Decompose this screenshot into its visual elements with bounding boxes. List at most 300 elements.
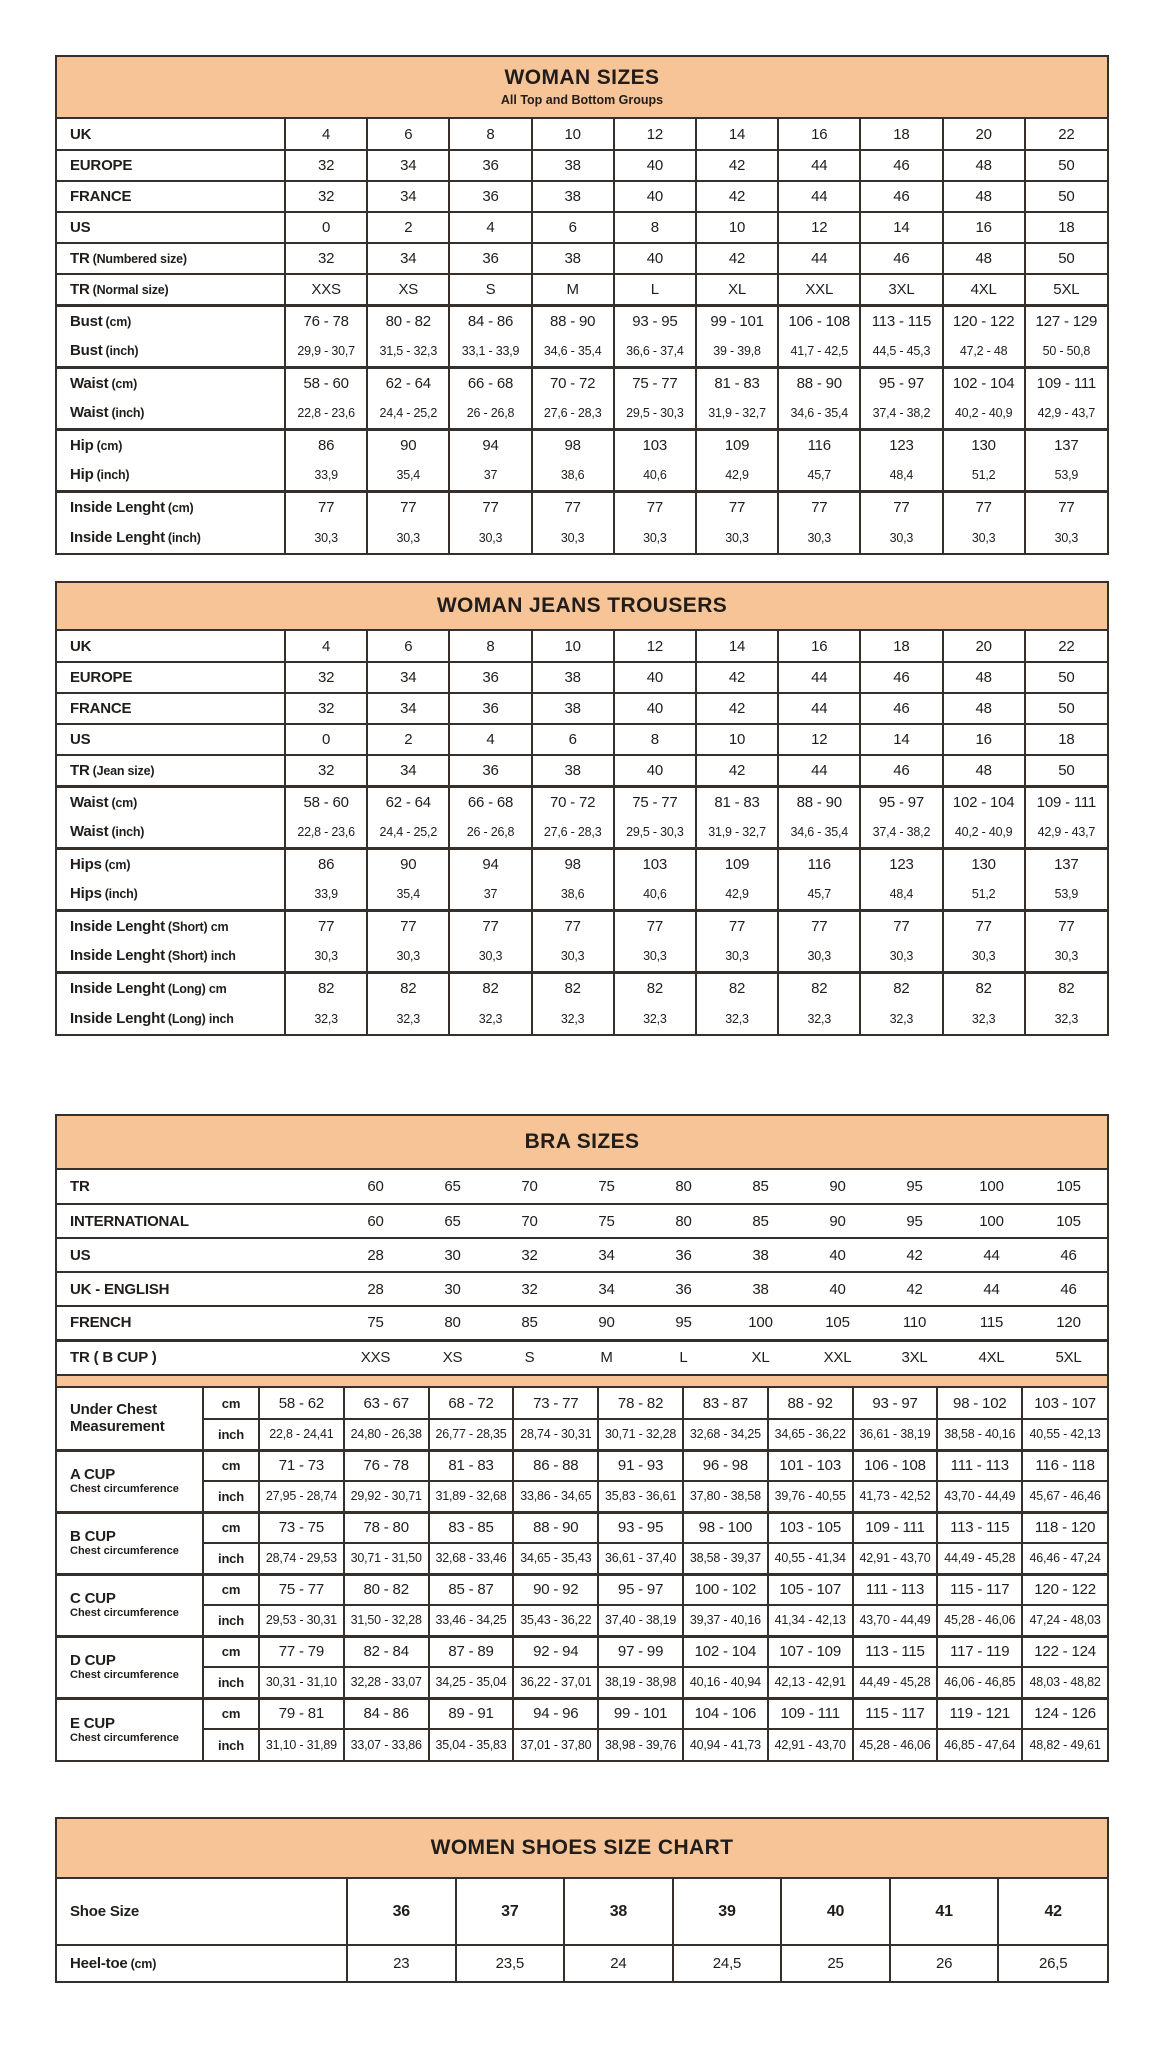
size-value: 83 - 87 bbox=[683, 1388, 768, 1419]
size-value: 127 - 129 bbox=[1025, 305, 1107, 336]
bra-cup-row bbox=[57, 1698, 1107, 1729]
size-value: 46 bbox=[860, 181, 942, 212]
row-label-text: EUROPE bbox=[70, 669, 133, 686]
size-value: 40 bbox=[799, 1238, 876, 1272]
size-value: 90 bbox=[799, 1204, 876, 1238]
row-label bbox=[57, 491, 285, 522]
size-value: 42 bbox=[696, 243, 778, 274]
unit-cell: cm bbox=[203, 1388, 259, 1419]
size-value: 30,3 bbox=[532, 941, 614, 972]
size-value: 34,65 - 36,22 bbox=[768, 1419, 853, 1450]
row-label-note: Chest circumference bbox=[70, 1669, 179, 1682]
size-value: 27,6 - 28,3 bbox=[532, 817, 614, 848]
size-value: 31,9 - 32,7 bbox=[696, 817, 778, 848]
size-value: 48,4 bbox=[860, 879, 942, 910]
row-label-text: Hip bbox=[70, 436, 94, 454]
row-label bbox=[57, 460, 285, 491]
size-value: 81 - 83 bbox=[429, 1450, 514, 1481]
size-value: M bbox=[532, 274, 614, 305]
size-value: 40,55 - 42,13 bbox=[1022, 1419, 1107, 1450]
size-value: 32,3 bbox=[860, 1003, 942, 1034]
jeans-row bbox=[57, 879, 1107, 910]
size-value: 6 bbox=[532, 212, 614, 243]
size-value: 26 - 26,8 bbox=[449, 398, 531, 429]
size-value: 26 bbox=[890, 1945, 999, 1981]
size-value: 100 - 102 bbox=[683, 1574, 768, 1605]
size-value: 30,3 bbox=[778, 941, 860, 972]
size-value: 77 bbox=[778, 491, 860, 522]
size-value: 77 bbox=[860, 910, 942, 941]
size-value: 113 - 115 bbox=[853, 1636, 938, 1667]
size-value: 118 - 120 bbox=[1022, 1512, 1107, 1543]
size-value: 95 bbox=[645, 1306, 722, 1340]
size-value: 62 - 64 bbox=[367, 367, 449, 398]
row-label-text: FRANCE bbox=[70, 188, 132, 205]
size-value: 103 - 107 bbox=[1022, 1388, 1107, 1419]
bra-table-divider bbox=[57, 1374, 1107, 1388]
unit-cell: inch bbox=[203, 1667, 259, 1698]
size-value: 90 bbox=[568, 1306, 645, 1340]
size-value: 115 - 117 bbox=[853, 1698, 938, 1729]
row-label-text: TR bbox=[70, 761, 90, 779]
size-value: 14 bbox=[696, 119, 778, 150]
size-value: L bbox=[645, 1340, 722, 1374]
size-value: 18 bbox=[1025, 212, 1107, 243]
size-value: 10 bbox=[532, 631, 614, 662]
size-value: 32,28 - 33,07 bbox=[344, 1667, 429, 1698]
size-value: 120 - 122 bbox=[943, 305, 1025, 336]
shoes-row bbox=[57, 1879, 1107, 1945]
row-label-text: Waist bbox=[70, 374, 109, 392]
jeans-header bbox=[57, 583, 1107, 631]
size-value: 71 - 73 bbox=[259, 1450, 344, 1481]
size-value: 34,6 - 35,4 bbox=[778, 398, 860, 429]
size-value: 4 bbox=[449, 212, 531, 243]
size-value: 26 - 26,8 bbox=[449, 817, 531, 848]
size-value: 18 bbox=[1025, 724, 1107, 755]
size-value: 37,01 - 37,80 bbox=[513, 1729, 598, 1760]
size-value: 50 bbox=[1025, 150, 1107, 181]
row-label-text: D CUP bbox=[70, 1652, 116, 1670]
row-label-note: (cm) bbox=[167, 500, 194, 515]
size-value: 6 bbox=[532, 724, 614, 755]
size-value: 41 bbox=[890, 1879, 999, 1945]
size-value: 113 - 115 bbox=[937, 1512, 1022, 1543]
row-label bbox=[57, 212, 285, 243]
unit-cell: cm bbox=[203, 1574, 259, 1605]
size-value: 77 bbox=[367, 910, 449, 941]
bra-conversion-table bbox=[57, 1170, 1107, 1374]
row-label-text: Inside Lenght bbox=[70, 947, 165, 965]
size-value: 18 bbox=[860, 119, 942, 150]
size-value: 46 bbox=[860, 693, 942, 724]
size-value: 38 bbox=[532, 755, 614, 786]
row-label-text: Hips bbox=[70, 855, 102, 873]
size-value: 24 bbox=[564, 1945, 673, 1981]
size-value: 34 bbox=[568, 1238, 645, 1272]
row-label bbox=[57, 972, 285, 1003]
size-value: 42,9 bbox=[696, 879, 778, 910]
size-value: 107 - 109 bbox=[768, 1636, 853, 1667]
woman-sizes-row bbox=[57, 274, 1107, 305]
size-value: M bbox=[568, 1340, 645, 1374]
bra-cup-body bbox=[57, 1388, 1107, 1760]
size-value: 88 - 90 bbox=[513, 1512, 598, 1543]
size-value: 94 bbox=[449, 429, 531, 460]
bra-cup-row bbox=[57, 1636, 1107, 1667]
row-label bbox=[57, 1170, 337, 1204]
size-value: 95 - 97 bbox=[860, 786, 942, 817]
size-value: 80 bbox=[645, 1204, 722, 1238]
row-label bbox=[57, 119, 285, 150]
size-value: 36,22 - 37,01 bbox=[513, 1667, 598, 1698]
size-value: 2 bbox=[367, 212, 449, 243]
size-value: 26,77 - 28,35 bbox=[429, 1419, 514, 1450]
row-label-note: (Short) inch bbox=[167, 949, 236, 964]
size-value: 42,9 - 43,7 bbox=[1025, 398, 1107, 429]
shoes-row bbox=[57, 1945, 1107, 1981]
size-value: 119 - 121 bbox=[937, 1698, 1022, 1729]
size-value: 32,3 bbox=[778, 1003, 860, 1034]
size-value: 40 bbox=[614, 755, 696, 786]
size-value: 32 bbox=[285, 755, 367, 786]
size-value: 88 - 92 bbox=[768, 1388, 853, 1419]
size-value: 70 - 72 bbox=[532, 786, 614, 817]
size-value: 33,07 - 33,86 bbox=[344, 1729, 429, 1760]
bra-cup-row bbox=[57, 1512, 1107, 1543]
row-label bbox=[57, 1003, 285, 1034]
size-value: 4 bbox=[449, 724, 531, 755]
size-value: 8 bbox=[449, 119, 531, 150]
size-value: 65 bbox=[414, 1204, 491, 1238]
row-label-text: TR bbox=[70, 1178, 90, 1195]
size-value: 42,91 - 43,70 bbox=[853, 1543, 938, 1574]
size-value: 109 - 111 bbox=[768, 1698, 853, 1729]
bra-cup-row bbox=[57, 1481, 1107, 1512]
size-value: 30,3 bbox=[860, 941, 942, 972]
size-value: 46,85 - 47,64 bbox=[937, 1729, 1022, 1760]
size-value: 50 bbox=[1025, 662, 1107, 693]
size-value: 117 - 119 bbox=[937, 1636, 1022, 1667]
row-label-text: Hip bbox=[70, 466, 94, 484]
size-value: 34 bbox=[367, 181, 449, 212]
bra-conversion-row bbox=[57, 1272, 1107, 1306]
size-value: 84 - 86 bbox=[344, 1698, 429, 1729]
size-value: 39 - 39,8 bbox=[696, 336, 778, 367]
size-value: 32,3 bbox=[285, 1003, 367, 1034]
size-value: 116 bbox=[778, 429, 860, 460]
size-value: 137 bbox=[1025, 848, 1107, 879]
size-value: 24,4 - 25,2 bbox=[367, 817, 449, 848]
size-value: 30,3 bbox=[367, 522, 449, 553]
size-value: 36 bbox=[645, 1272, 722, 1306]
size-value: 94 bbox=[449, 848, 531, 879]
size-value: 35,4 bbox=[367, 460, 449, 491]
size-value: 48 bbox=[943, 662, 1025, 693]
size-value: 30,3 bbox=[449, 522, 531, 553]
row-label-text: Bust bbox=[70, 342, 103, 360]
size-value: 75 - 77 bbox=[259, 1574, 344, 1605]
bra-conversion-row bbox=[57, 1238, 1107, 1272]
size-value: 26,5 bbox=[998, 1945, 1107, 1981]
size-value: 30,3 bbox=[860, 522, 942, 553]
size-value: 38 bbox=[532, 181, 614, 212]
size-value: 79 - 81 bbox=[259, 1698, 344, 1729]
size-value: 90 bbox=[829, 1178, 846, 1195]
size-value: 38 bbox=[722, 1272, 799, 1306]
size-value: 77 bbox=[285, 491, 367, 522]
unit-cell: cm bbox=[203, 1512, 259, 1543]
row-label bbox=[57, 336, 285, 367]
size-value: 40,2 - 40,9 bbox=[943, 817, 1025, 848]
size-value: 101 - 103 bbox=[768, 1450, 853, 1481]
size-value: 34 bbox=[367, 662, 449, 693]
size-value: 38,58 - 39,37 bbox=[683, 1543, 768, 1574]
size-value: 76 - 78 bbox=[344, 1450, 429, 1481]
size-value: 45,28 - 46,06 bbox=[937, 1605, 1022, 1636]
size-value: 42,9 - 43,7 bbox=[1025, 817, 1107, 848]
jeans-row bbox=[57, 972, 1107, 1003]
size-value: 12 bbox=[778, 212, 860, 243]
row-label-note: (inch) bbox=[104, 887, 138, 902]
size-value: 32,3 bbox=[367, 1003, 449, 1034]
size-value: 43,70 - 44,49 bbox=[937, 1481, 1022, 1512]
row-label bbox=[57, 1238, 337, 1272]
size-value: 93 - 95 bbox=[598, 1512, 683, 1543]
bra-cup-row bbox=[57, 1388, 1107, 1419]
size-value: 29,5 - 30,3 bbox=[614, 817, 696, 848]
size-value: 77 bbox=[943, 910, 1025, 941]
bra-conversion-row bbox=[57, 1306, 1107, 1340]
size-value: 31,10 - 31,89 bbox=[259, 1729, 344, 1760]
unit-cell: inch bbox=[203, 1481, 259, 1512]
size-value: 82 bbox=[1025, 972, 1107, 1003]
size-value: 86 bbox=[285, 848, 367, 879]
row-label-note: (Long) cm bbox=[167, 981, 227, 996]
row-label-text: Waist bbox=[70, 793, 109, 811]
size-value: 104 - 106 bbox=[683, 1698, 768, 1729]
size-value: 31,89 - 32,68 bbox=[429, 1481, 514, 1512]
size-value: 102 - 104 bbox=[683, 1636, 768, 1667]
size-value: 44,5 - 45,3 bbox=[860, 336, 942, 367]
row-label bbox=[57, 305, 285, 336]
size-value: 94 - 96 bbox=[513, 1698, 598, 1729]
row-label-text: TR bbox=[70, 250, 90, 267]
size-value: 30,3 bbox=[943, 522, 1025, 553]
size-value: 32 bbox=[285, 693, 367, 724]
size-value: 44 bbox=[778, 243, 860, 274]
row-label-note: (cm) bbox=[104, 857, 131, 872]
size-value: 16 bbox=[778, 631, 860, 662]
size-value: 35,04 - 35,83 bbox=[429, 1729, 514, 1760]
size-value: 82 bbox=[532, 972, 614, 1003]
size-value: 20 bbox=[943, 631, 1025, 662]
size-value: 48 bbox=[943, 693, 1025, 724]
size-value: 91 - 93 bbox=[598, 1450, 683, 1481]
row-label bbox=[57, 724, 285, 755]
unit-cell: inch bbox=[203, 1729, 259, 1760]
size-value: 82 bbox=[696, 972, 778, 1003]
row-label bbox=[57, 755, 285, 786]
size-value: 30,71 - 31,50 bbox=[344, 1543, 429, 1574]
row-label-note: Chest circumference bbox=[70, 1483, 179, 1496]
size-value: 113 - 115 bbox=[860, 305, 942, 336]
row-label bbox=[57, 1945, 347, 1981]
unit-cell: cm bbox=[203, 1698, 259, 1729]
row-label-text: TR ( B CUP ) bbox=[70, 1349, 157, 1367]
size-value: 90 - 92 bbox=[513, 1574, 598, 1605]
bra-conversion-body bbox=[57, 1170, 1107, 1374]
size-value: 38 bbox=[532, 243, 614, 274]
size-value: 36,6 - 37,4 bbox=[614, 336, 696, 367]
size-value: 106 - 108 bbox=[778, 305, 860, 336]
size-value: 32 bbox=[285, 662, 367, 693]
row-label bbox=[57, 848, 285, 879]
size-value: 77 bbox=[943, 491, 1025, 522]
size-value: 68 - 72 bbox=[429, 1388, 514, 1419]
size-value: 40,55 - 41,34 bbox=[768, 1543, 853, 1574]
size-value: 14 bbox=[696, 631, 778, 662]
row-label-note: (cm) bbox=[130, 1957, 157, 1971]
size-value: 58 - 60 bbox=[285, 786, 367, 817]
size-value: 27,95 - 28,74 bbox=[259, 1481, 344, 1512]
woman-sizes-row bbox=[57, 336, 1107, 367]
size-value: 40 bbox=[781, 1879, 890, 1945]
jeans-row bbox=[57, 848, 1107, 879]
size-value: 75 bbox=[568, 1204, 645, 1238]
size-value: 42 bbox=[876, 1238, 953, 1272]
size-value: 8 bbox=[614, 724, 696, 755]
size-value: 99 - 101 bbox=[696, 305, 778, 336]
woman-sizes-table bbox=[57, 119, 1107, 553]
row-label bbox=[57, 879, 285, 910]
size-value: 36 bbox=[449, 150, 531, 181]
woman-sizes-body bbox=[57, 119, 1107, 553]
size-value: 36,61 - 37,40 bbox=[598, 1543, 683, 1574]
size-value: 77 bbox=[1025, 491, 1107, 522]
size-value: 77 bbox=[449, 491, 531, 522]
size-value: 30,3 bbox=[614, 522, 696, 553]
row-label bbox=[57, 1340, 337, 1374]
size-value: 86 - 88 bbox=[513, 1450, 598, 1481]
size-value: 44 bbox=[778, 662, 860, 693]
size-value: 2 bbox=[367, 724, 449, 755]
size-value: 37,80 - 38,58 bbox=[683, 1481, 768, 1512]
bra-cup-row bbox=[57, 1419, 1107, 1450]
row-label-text: EUROPE bbox=[70, 157, 133, 174]
jeans-row bbox=[57, 941, 1107, 972]
size-value: 32,3 bbox=[1025, 1003, 1107, 1034]
bra-cup-row bbox=[57, 1574, 1107, 1605]
size-value: 38,6 bbox=[532, 879, 614, 910]
size-value: 42,13 - 42,91 bbox=[768, 1667, 853, 1698]
size-value: 48 bbox=[943, 243, 1025, 274]
size-value: 82 bbox=[449, 972, 531, 1003]
size-value: 98 bbox=[532, 429, 614, 460]
row-label-note: (Long) inch bbox=[167, 1012, 234, 1026]
bra-cup-row bbox=[57, 1450, 1107, 1481]
size-value: 34,6 - 35,4 bbox=[532, 336, 614, 367]
woman-sizes-row bbox=[57, 429, 1107, 460]
size-value: 36 bbox=[449, 693, 531, 724]
size-value: 33,9 bbox=[285, 879, 367, 910]
size-value: 30,3 bbox=[285, 941, 367, 972]
row-label bbox=[57, 150, 285, 181]
size-value: 60 bbox=[337, 1204, 414, 1238]
size-value: 35,43 - 36,22 bbox=[513, 1605, 598, 1636]
size-value: 53,9 bbox=[1025, 460, 1107, 491]
size-value: 42 bbox=[998, 1879, 1107, 1945]
size-value: 105 bbox=[1030, 1204, 1107, 1238]
size-value: 36 bbox=[449, 181, 531, 212]
woman-sizes-row bbox=[57, 212, 1107, 243]
size-value: 35,4 bbox=[367, 879, 449, 910]
size-value: 77 bbox=[614, 491, 696, 522]
shoes-header bbox=[57, 1819, 1107, 1879]
size-value: 85 bbox=[491, 1306, 568, 1340]
size-value: 70 bbox=[491, 1204, 568, 1238]
row-label-text: Inside Lenght bbox=[70, 529, 165, 546]
size-value: 48,03 - 48,82 bbox=[1022, 1667, 1107, 1698]
size-value: 3XL bbox=[860, 274, 942, 305]
size-value: 66 - 68 bbox=[449, 786, 531, 817]
row-label-text: Hips bbox=[70, 885, 102, 903]
size-value: 85 - 87 bbox=[429, 1574, 514, 1605]
jeans-row bbox=[57, 1003, 1107, 1034]
row-label bbox=[57, 1636, 203, 1698]
size-value: 86 bbox=[285, 429, 367, 460]
size-value: 43,70 - 44,49 bbox=[853, 1605, 938, 1636]
size-value: 95 bbox=[906, 1178, 923, 1195]
size-value: 12 bbox=[778, 724, 860, 755]
row-label-note: (inch) bbox=[167, 531, 201, 545]
size-value: 122 - 124 bbox=[1022, 1636, 1107, 1667]
size-value: 36 bbox=[645, 1238, 722, 1272]
size-value: 82 bbox=[860, 972, 942, 1003]
size-value: 82 - 84 bbox=[344, 1636, 429, 1667]
size-value: 40 bbox=[614, 181, 696, 212]
size-value: 32 bbox=[491, 1238, 568, 1272]
size-value: 78 - 82 bbox=[598, 1388, 683, 1419]
size-value: 102 - 104 bbox=[943, 786, 1025, 817]
size-value: 123 bbox=[860, 848, 942, 879]
woman-sizes-row bbox=[57, 367, 1107, 398]
size-value: 62 - 64 bbox=[367, 786, 449, 817]
size-value: 97 - 99 bbox=[598, 1636, 683, 1667]
size-value: 46 bbox=[860, 755, 942, 786]
size-value: 40,94 - 41,73 bbox=[683, 1729, 768, 1760]
size-value: 44 bbox=[778, 755, 860, 786]
row-label-note: Chest circumference bbox=[70, 1607, 179, 1620]
size-value: 58 - 62 bbox=[259, 1388, 344, 1419]
size-value: 24,5 bbox=[673, 1945, 782, 1981]
jeans-row bbox=[57, 817, 1107, 848]
size-value: 32 bbox=[285, 243, 367, 274]
bra-cup-row bbox=[57, 1667, 1107, 1698]
size-value: 14 bbox=[860, 724, 942, 755]
row-label-note: (Short) cm bbox=[167, 919, 229, 934]
row-label-text: UK bbox=[70, 637, 92, 655]
row-label bbox=[57, 274, 285, 305]
size-value: 34,65 - 35,43 bbox=[513, 1543, 598, 1574]
woman-sizes-row bbox=[57, 119, 1107, 150]
size-value: 115 - 117 bbox=[937, 1574, 1022, 1605]
row-label-note: (inch) bbox=[105, 344, 139, 359]
size-value: 33,46 - 34,25 bbox=[429, 1605, 514, 1636]
row-label-note: (Numbered size) bbox=[92, 252, 187, 266]
size-value: 27,6 - 28,3 bbox=[532, 398, 614, 429]
size-value: 85 bbox=[722, 1204, 799, 1238]
